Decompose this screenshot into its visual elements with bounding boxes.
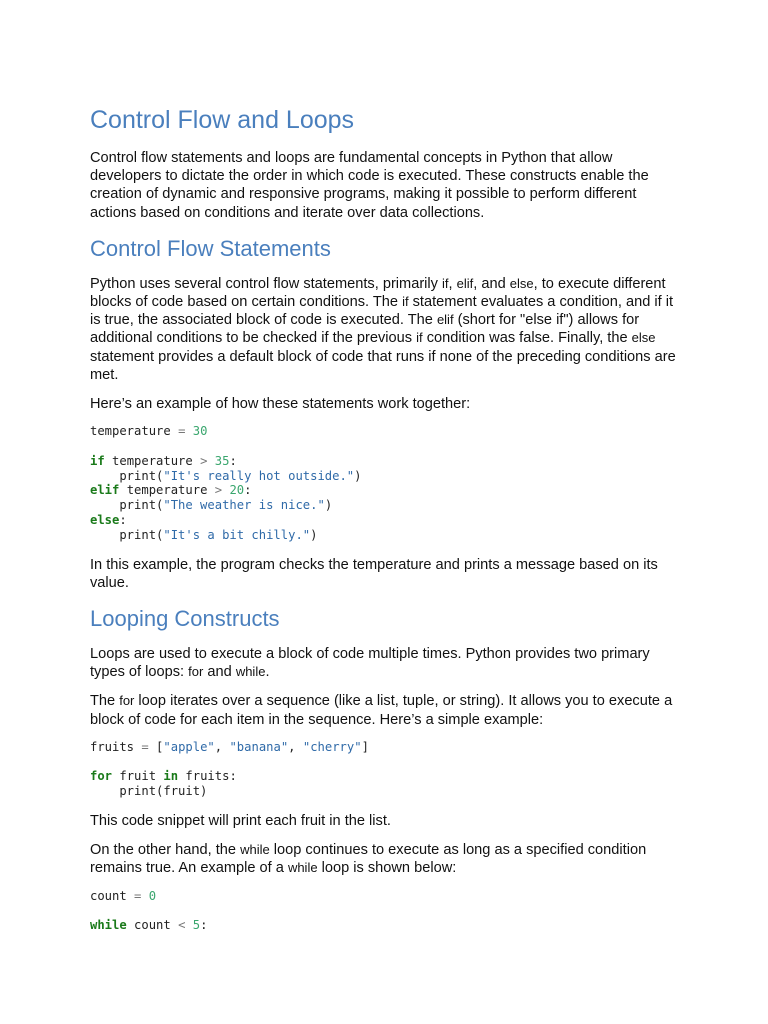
code-line <box>90 424 207 438</box>
code-token: print(fruit) <box>90 784 208 799</box>
code-token-num: 35 <box>214 453 230 468</box>
code-token-op: = <box>178 424 186 439</box>
code-line <box>90 918 207 932</box>
text-run: statement evaluates a condition, and if it is true, the associated block of code is executed. The <box>90 294 674 329</box>
code-line <box>90 483 251 497</box>
code-token: ] <box>361 739 369 754</box>
code-line <box>90 528 317 542</box>
text-run: condition was false. Finally, the <box>422 330 632 347</box>
inline-keyword: if <box>416 330 423 346</box>
code-token-kw: else <box>90 513 120 528</box>
code-token: ) <box>324 498 333 513</box>
code-token <box>185 918 192 932</box>
inline-keyword: for <box>188 664 204 680</box>
code-token: temperature <box>104 453 201 468</box>
code-token: fruits <box>90 739 142 754</box>
text-run: loop is shown below: <box>317 860 457 877</box>
page-title: Control Flow and Loops <box>90 106 355 134</box>
code-token: temperature <box>90 424 179 439</box>
code-token <box>141 889 148 903</box>
code-token-num: 5 <box>192 918 201 933</box>
inline-keyword: while <box>287 860 318 876</box>
text-run: , <box>448 275 457 292</box>
code-token-op: < <box>178 918 186 933</box>
inline-keyword: if <box>402 294 409 310</box>
code-token: print( <box>90 468 164 483</box>
code-token-str: "banana" <box>229 739 289 754</box>
intro-paragraph: Control flow statements and loops are fundamental concepts in Python that allow developers to dictate the order in which code is executed. These constructs enable the creation of dynamic and responsive programs, making it possible to perform different actions based on conditions and iterate over data collections. <box>90 150 649 221</box>
code-token-str: "The weather is nice." <box>163 498 325 513</box>
code-line <box>90 784 207 798</box>
code-token: : <box>229 453 237 468</box>
code-token: [ <box>148 739 164 754</box>
inline-keyword: else <box>509 275 534 291</box>
code-line <box>90 740 369 754</box>
inline-keyword: if <box>442 275 449 291</box>
document-page <box>90 102 682 946</box>
inline-keyword: while <box>235 664 266 680</box>
text-run: . <box>265 664 270 681</box>
code-token: fruit <box>112 769 164 784</box>
code-token-str: "It's a bit chilly." <box>163 527 311 542</box>
example-intro-paragraph: Here’s an example of how these statements work together: <box>90 396 471 413</box>
section-heading-control-flow: Control Flow Statements <box>90 235 331 261</box>
text-run: Loops are used to execute a block of code multiple times. Python provides two primary types of loops: <box>90 646 650 681</box>
code-token-kw: elif <box>90 483 120 498</box>
for-loop-paragraph <box>90 692 682 728</box>
code-block-while-loop <box>90 889 682 933</box>
code-line <box>90 454 237 468</box>
code-token: , <box>214 739 230 754</box>
code-token-kw: if <box>90 453 105 468</box>
section-heading-looping: Looping Constructs <box>90 606 280 632</box>
text-run: (short for "else if") allows for additional conditions to be checked if the previous <box>90 312 640 347</box>
inline-keyword: for <box>119 693 135 709</box>
code-token <box>185 424 192 438</box>
code-token-kw: while <box>90 918 127 933</box>
code-token: count <box>90 888 135 903</box>
code-token-op: > <box>200 453 208 468</box>
control-flow-paragraph <box>90 275 682 384</box>
code-token-kw: in <box>163 769 179 784</box>
code-token-kw: for <box>90 769 113 784</box>
code-block-if-elif-else <box>90 424 682 542</box>
code-token-str: "It's really hot outside." <box>163 468 355 483</box>
inline-keyword: elif <box>436 312 454 328</box>
code-token: print( <box>90 527 164 542</box>
code-token-num: 0 <box>148 888 157 903</box>
inline-keyword: elif <box>456 275 474 291</box>
code-token-op: = <box>141 739 149 754</box>
code-token: temperature <box>119 483 215 498</box>
while-loop-paragraph <box>90 841 682 877</box>
code-token: , <box>288 739 303 754</box>
code-token-op: > <box>214 483 223 498</box>
code-block-for-loop <box>90 740 682 799</box>
code-token-num: 30 <box>192 424 208 439</box>
code-line <box>90 769 237 783</box>
text-run: On the other hand, the <box>90 842 241 859</box>
code-token-op: = <box>134 888 142 903</box>
code-token: fruits: <box>178 769 237 784</box>
text-run: Python uses several control flow statements, primarily <box>90 275 443 292</box>
loops-intro-paragraph <box>90 645 682 681</box>
code-token <box>207 454 214 468</box>
inline-keyword: while <box>240 842 270 858</box>
code-token: print( <box>90 498 164 513</box>
code-token-str: "cherry" <box>302 739 362 754</box>
code-line <box>90 513 127 527</box>
code-line <box>90 889 156 903</box>
code-token: ) <box>310 527 318 542</box>
code-token: ) <box>354 468 362 483</box>
text-run: loop continues to execute as long as a specified condition remains true. An example of a <box>90 842 647 877</box>
code-token: count <box>126 918 179 933</box>
text-run: , to execute different blocks of code based on certain conditions. The <box>90 275 666 311</box>
for-loop-result-paragraph: This code snippet will print each fruit in the list. <box>90 813 391 830</box>
code-token: : <box>200 918 208 933</box>
code-token-num: 20 <box>229 483 245 498</box>
inline-keyword: else <box>631 330 656 346</box>
text-run: statement provides a default block of code that runs if none of the preceding conditions are met. <box>90 348 676 383</box>
text-run: , and <box>473 275 510 292</box>
code-token: : <box>244 483 252 498</box>
example-explanation-paragraph: In this example, the program checks the temperature and prints a message based on its value. <box>90 556 658 591</box>
code-token-str: "apple" <box>163 739 215 754</box>
code-line <box>90 469 362 483</box>
text-run: and <box>203 664 236 681</box>
code-token: : <box>119 513 127 528</box>
code-line <box>90 498 332 512</box>
text-run: loop iterates over a sequence (like a list, tuple, or string). It allows you to execute a block of code for each item in the sequence. Here’s a simple example: <box>90 693 673 728</box>
text-run: The <box>90 693 120 710</box>
